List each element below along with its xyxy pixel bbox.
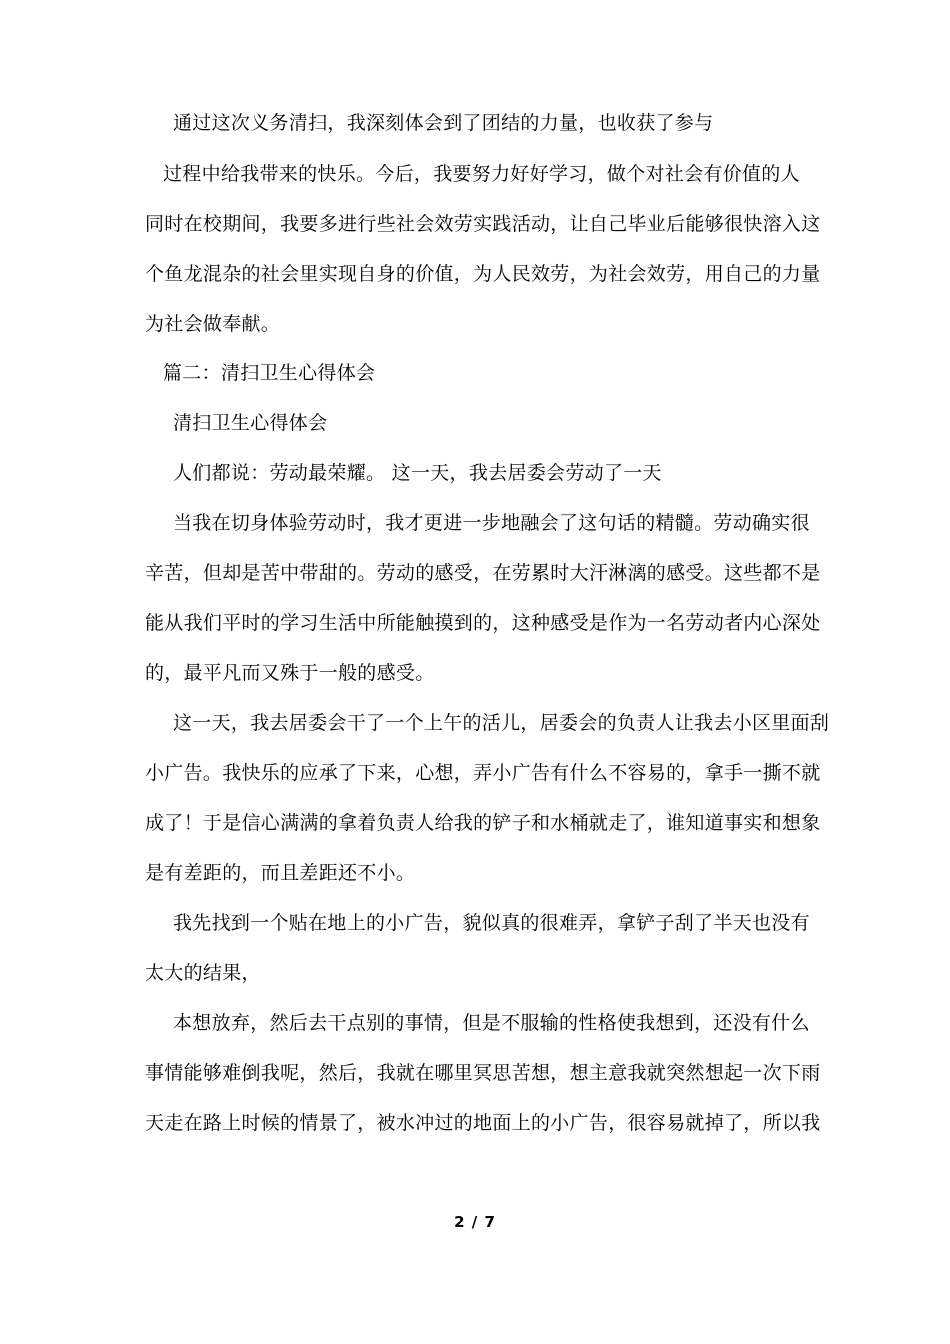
paragraph-line: 辛苦，但却是苦中带甜的。劳动的感受，在劳累时大汗淋漓的感受。这些都不是 — [145, 562, 821, 584]
paragraph-line: 同时在校期间，我要多进行些社会效劳实践活动，让自己毕业后能够很快溶入这 — [145, 213, 821, 235]
paragraph-line: 个鱼龙混杂的社会里实现自身的价值，为人民效劳，为社会效劳，用自己的力量 — [145, 263, 821, 285]
page-number: 2 / 7 — [454, 1213, 496, 1231]
paragraph-line: 太大的结果， — [145, 962, 261, 984]
paragraph-line: 天走在路上时候的情景了，被水冲过的地面上的小广告，很容易就掉了，所以我 — [145, 1112, 821, 1134]
paragraph-line: 过程中给我带来的快乐。今后，我要努力好好学习，做个对社会有价值的人 — [163, 163, 800, 185]
paragraph-line: 为社会做奉献。 — [145, 313, 281, 335]
paragraph-line: 人们都说：劳动最荣耀。 这一天，我去居委会劳动了一天 — [173, 462, 662, 484]
paragraph-line: 是有差距的，而且差距还不小。 — [145, 862, 416, 884]
paragraph-line: 本想放弃，然后去干点别的事情，但是不服输的性格使我想到，还没有什么 — [173, 1012, 810, 1034]
paragraph-line: 小广告。我快乐的应承了下来，心想，弄小广告有什么不容易的，拿手一撕不就 — [145, 762, 821, 784]
paragraph-line: 成了！于是信心满满的拿着负责人给我的铲子和水桶就走了，谁知道事实和想象 — [145, 812, 821, 834]
paragraph-line: 当我在切身体验劳动时，我才更进一步地融会了这句话的精髓。劳动确实很 — [173, 512, 810, 534]
paragraph-line: 这一天，我去居委会干了一个上午的活儿，居委会的负责人让我去小区里面刮 — [173, 712, 830, 734]
paragraph-line: 能从我们平时的学习生活中所能触摸到的，这种感受是作为一名劳动者内心深处 — [145, 612, 821, 634]
paragraph-line: 通过这次义务清扫，我深刻体会到了团结的力量，也收获了参与 — [173, 112, 714, 134]
paragraph-line: 我先找到一个贴在地上的小广告，貌似真的很难弄，拿铲子刮了半天也没有 — [173, 912, 810, 934]
article-title: 清扫卫生心得体会 — [173, 412, 328, 434]
paragraph-line: 的，最平凡而又殊于一般的感受。 — [145, 662, 435, 684]
paragraph-line: 事情能够难倒我呢，然后，我就在哪里冥思苦想，想主意我就突然想起一次下雨 — [145, 1062, 821, 1084]
section-heading: 篇二：清扫卫生心得体会 — [163, 362, 376, 384]
